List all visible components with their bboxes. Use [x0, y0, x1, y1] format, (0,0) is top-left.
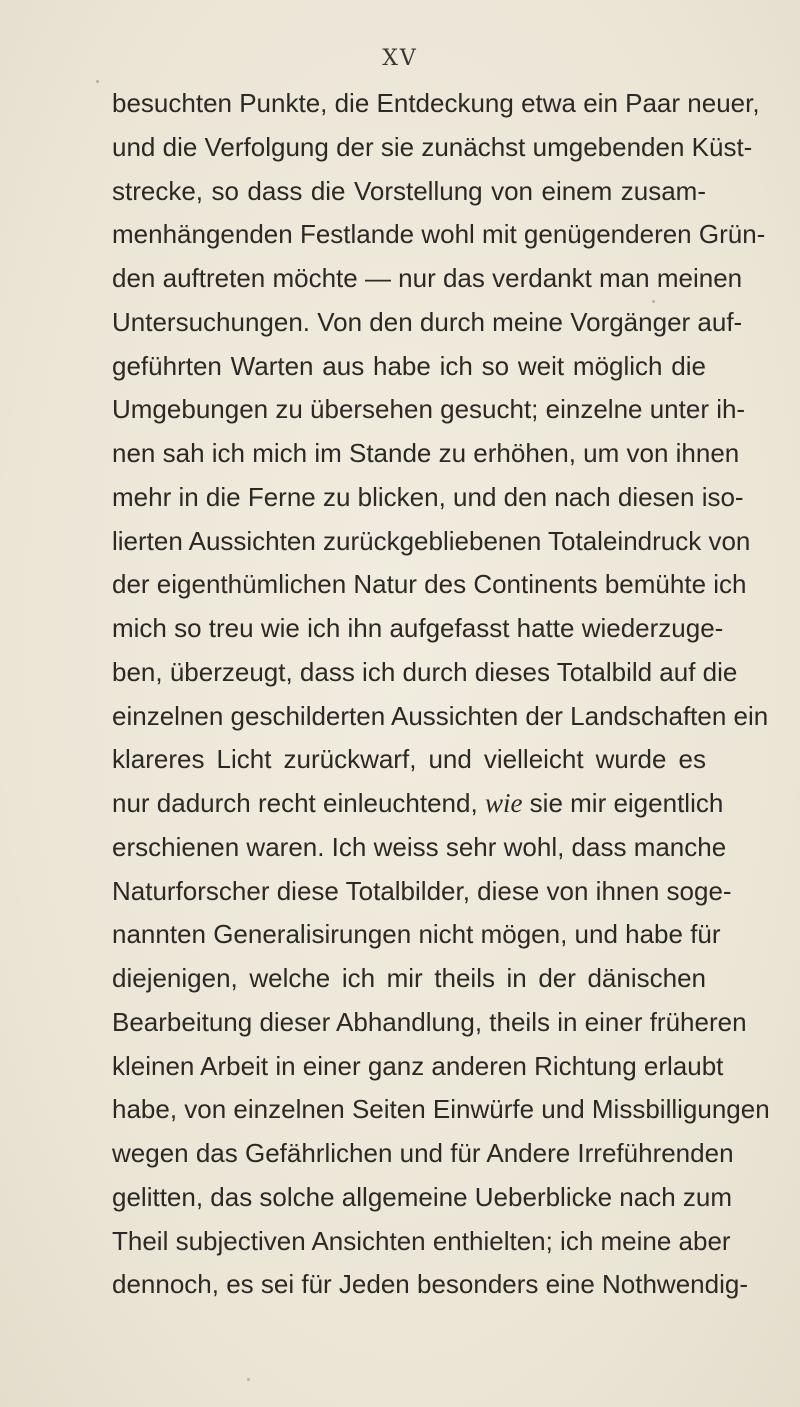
text-line: lierten Aussichten zurückgebliebenen Totaleindruck von	[112, 525, 751, 556]
body-text	[112, 82, 770, 1307]
text-line: habe, von einzelnen Seiten Einwürfe und Missbilligungen	[112, 1094, 770, 1125]
text-line: nannten Generalisirungen nicht mögen, und habe für	[112, 919, 721, 950]
text-line: Untersuchungen. Von den durch meine Vorgänger auf-	[112, 306, 743, 337]
text-line: mich so treu wie ich ihn aufgefasst hatte wiederzuge-	[112, 613, 724, 643]
text-line: strecke, so dass die Vorstellung von einem zusam-	[112, 175, 706, 206]
emphasis-word: wie	[484, 788, 523, 818]
text-line: wegen das Gefährlichen und für Andere Irreführenden	[112, 1138, 734, 1168]
paper-speck	[247, 1378, 250, 1381]
text-line: menhängenden Festlande wohl mit genügenderen Grün-	[112, 219, 766, 250]
text-line: ben, überzeugt, dass ich durch dieses Totalbild auf die	[112, 656, 738, 687]
text-line: geführten Warten aus habe ich so weit möglich die	[112, 350, 706, 381]
text-line: erschienen waren. Ich weiss sehr wohl, dass manche	[112, 831, 727, 862]
text-line: Bearbeitung dieser Abhandlung, theils in einer früheren	[112, 1006, 747, 1037]
text-line: gelitten, das solche allgemeine Ueberblicke nach zum	[112, 1181, 733, 1212]
text-line: klareres Licht zurückwarf, und vielleicht wurde es	[112, 744, 706, 775]
paper-speck	[96, 80, 99, 83]
text-line: mehr in die Ferne zu blicken, und den nach diesen iso-	[112, 481, 744, 512]
paper-speck	[652, 300, 655, 303]
text-line: diejenigen, welche ich mir theils in der dänischen	[112, 963, 706, 993]
text-line: der eigenthümlichen Natur des Continents bemühte ich	[112, 569, 747, 600]
text-line: kleinen Arbeit in einer ganz anderen Richtung erlaubt	[112, 1050, 724, 1081]
text-segment: nur dadurch recht einleuchtend,	[112, 788, 478, 818]
text-line: Naturforscher diese Totalbilder, diese von ihnen soge-	[112, 875, 732, 906]
text-line: dennoch, es sei für Jeden besonders eine Nothwendig-	[112, 1269, 748, 1300]
text-line: Umgebungen zu übersehen gesucht; einzelne unter ih-	[112, 394, 746, 425]
text-line: nen sah ich mich im Stande zu erhöhen, um von ihnen	[112, 438, 740, 468]
text-segment: sie mir eigentlich	[529, 788, 724, 818]
text-line: Theil subjectiven Ansichten enthielten; ich meine aber	[112, 1225, 731, 1256]
text-line: den auftreten möchte — nur das verdankt man meinen	[112, 263, 743, 293]
page-number: XV	[382, 46, 418, 71]
text-line: einzelnen geschilderten Aussichten der Landschaften ein	[112, 700, 769, 731]
text-line: und die Verfolgung der sie zunächst umgebenden Küst-	[112, 131, 753, 162]
text-line: besuchten Punkte, die Entdeckung etwa ein Paar neuer,	[112, 88, 760, 118]
text-line-with-emphasis	[112, 782, 724, 826]
